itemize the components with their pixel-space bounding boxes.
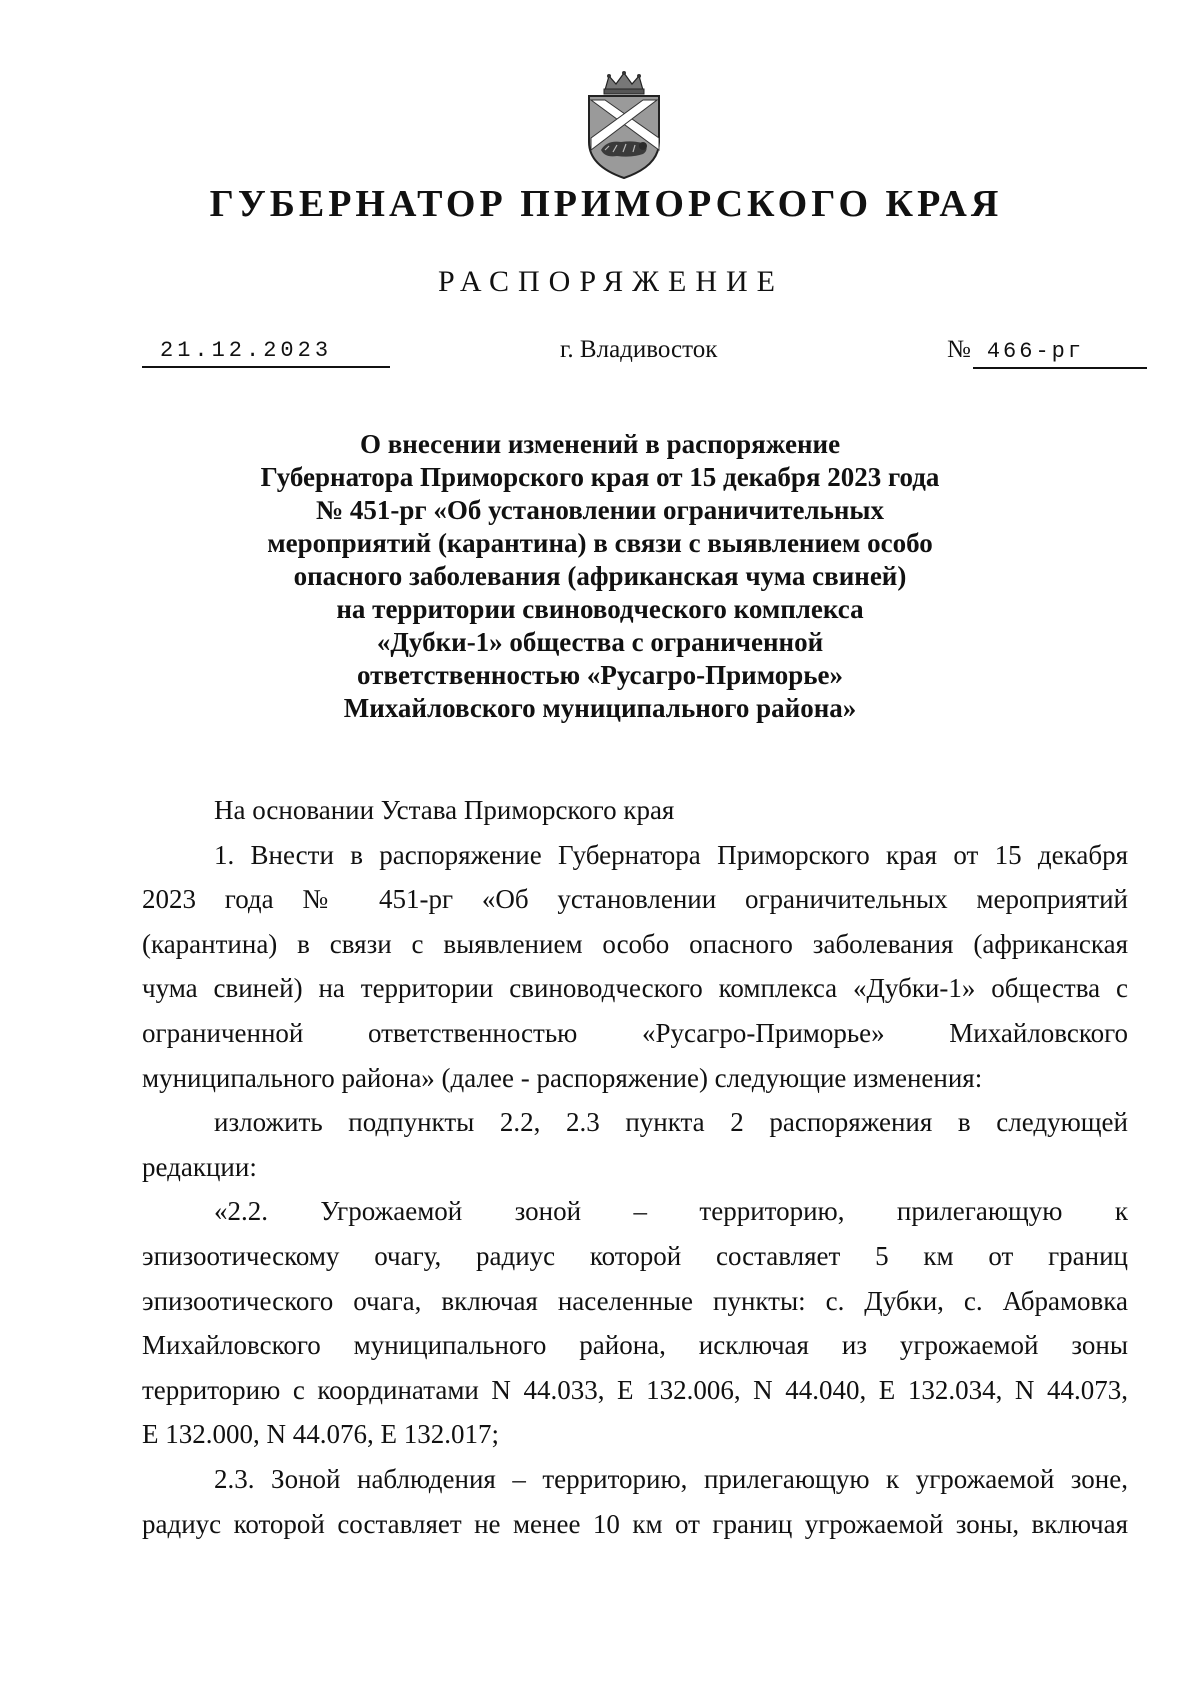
body-line: территорию с координатами N 44.033, E 132.006, N 44.040, E 132.034, N 44.073,: [142, 1374, 1128, 1405]
document-number: 466-рг: [973, 339, 1147, 369]
number-sign: №: [947, 336, 971, 363]
body-line: 1. Внести в распоряжение Губернатора Приморского края от 15 декабря: [214, 839, 1128, 870]
body-line: редакции:: [142, 1151, 257, 1182]
subitem-2-2-paragraph: [142, 1189, 1128, 1457]
body-line: Михайловского муниципального района, исключая из угрожаемой зоны: [142, 1330, 1128, 1361]
body-line: эпизоотического очага, включая населенные пункты: с. Дубки, с. Абрамовка: [142, 1285, 1128, 1316]
title-line: «Дубки-1» общества с ограниченной: [376, 627, 824, 657]
basis-paragraph: [142, 788, 1128, 833]
issuing-authority: ГУБЕРНАТОР ПРИМОРСКОГО КРАЯ: [209, 183, 1003, 225]
instruction-paragraph: [142, 1100, 1128, 1189]
document-date: 21.12.2023: [142, 338, 390, 368]
body-line: изложить подпункты 2.2, 2.3 пункта 2 распоряжения в следующей: [214, 1107, 1128, 1138]
body-line: 2023 года № 451-рг «Об установлении ограничительных мероприятий: [142, 884, 1128, 915]
title-line: № 451-рг «Об установлении ограничительных: [315, 495, 885, 525]
title-line: на территории свиноводческого комплекса: [336, 594, 864, 624]
title-line: О внесении изменений в распоряжение: [359, 429, 841, 459]
body-line: ограниченной ответственностью «Русагро-Приморье» Михайловского: [142, 1017, 1128, 1048]
document-type: РАСПОРЯЖЕНИЕ: [437, 265, 785, 298]
body-line: E 132.000, N 44.076, E 132.017;: [142, 1419, 499, 1450]
document-number-field: [947, 336, 1153, 369]
body-line: чума свиней) на территории свиноводческого комплекса «Дубки-1» общества с: [142, 973, 1128, 1004]
subitem-2-3-paragraph: [142, 1457, 1128, 1546]
body-line: радиус которой составляет не менее 10 км от границ угрожаемой зоны, включая: [142, 1508, 1128, 1539]
body-line: (карантина) в связи с выявлением особо опасного заболевания (африканская: [142, 928, 1128, 959]
document-city: г. Владивосток: [560, 336, 718, 363]
title-line: ответственностью «Русагро-Приморье»: [356, 660, 844, 690]
primorsky-krai-coat-of-arms-icon: [583, 70, 665, 180]
body-line: На основании Устава Приморского края: [214, 795, 675, 825]
title-line: Михайловского муниципального района»: [343, 693, 857, 723]
body-line: муниципального района» (далее - распоряжение) следующие изменения:: [142, 1062, 983, 1093]
body-line: «2.2. Угрожаемой зоной – территорию, прилегающую к: [214, 1196, 1128, 1227]
title-line: Губернатора Приморского края от 15 декабря 2023 года: [260, 462, 940, 492]
document-title: [170, 428, 1030, 725]
document-body: [142, 788, 1128, 1546]
title-line: мероприятий (карантина) в связи с выявлением особо: [267, 528, 933, 558]
body-line: эпизоотическому очагу, радиус которой составляет 5 км от границ: [142, 1240, 1128, 1271]
body-line: 2.3. Зоной наблюдения – территорию, прилегающую к угрожаемой зоне,: [214, 1463, 1128, 1494]
title-line: опасного заболевания (африканская чума свиней): [293, 561, 907, 591]
item-1-paragraph: [142, 833, 1128, 1101]
